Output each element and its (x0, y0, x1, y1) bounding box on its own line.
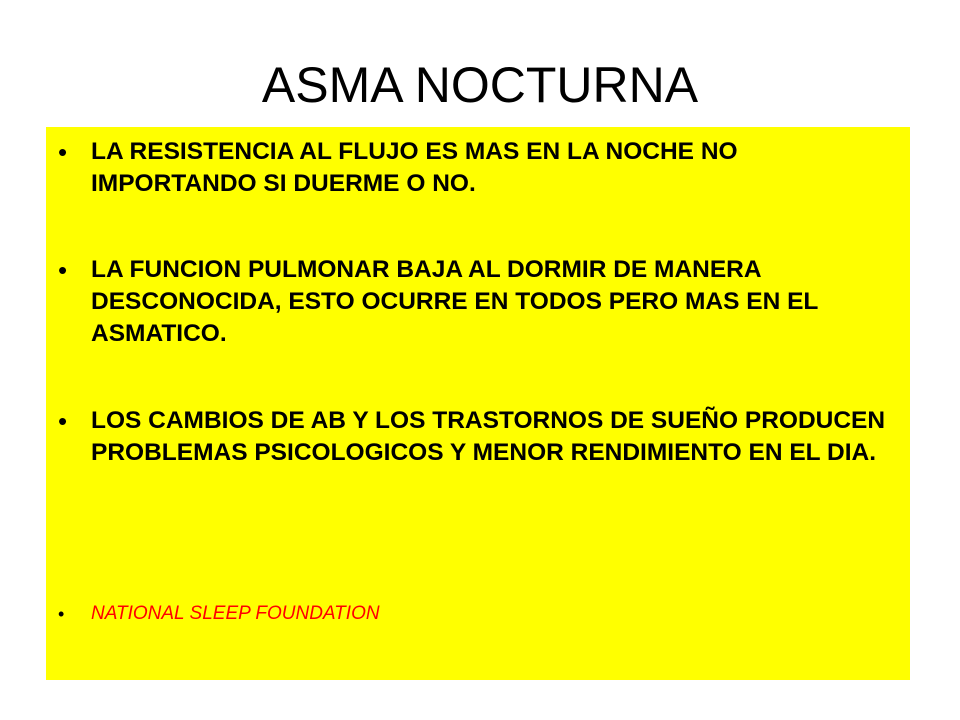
bullet-text: LA RESISTENCIA AL FLUJO ES MAS EN LA NOCHE NO IMPORTANDO SI DUERME O NO. (91, 138, 738, 197)
bullet-item (58, 405, 898, 469)
bullet-text: LA FUNCION PULMONAR BAJA AL DORMIR DE MANERA DESCONOCIDA, ESTO OCURRE EN TODOS PERO MAS EN EL ASMATICO. (91, 256, 818, 347)
bullet-item (58, 254, 898, 350)
source-citation: NATIONAL SLEEP FOUNDATION (91, 603, 380, 624)
bullet-dot-icon: • (58, 137, 68, 167)
bullet-dot-icon: • (58, 255, 68, 285)
source-item (58, 603, 898, 625)
bullet-text: LOS CAMBIOS DE AB Y LOS TRASTORNOS DE SUEÑO PRODUCEN PROBLEMAS PSICOLOGICOS Y MENOR RENDIMIENTO EN EL DIA. (91, 407, 886, 466)
bullet-dot-icon: • (58, 604, 65, 624)
bullet-dot-icon: • (58, 406, 68, 436)
slide-title: ASMA NOCTURNA (261, 57, 699, 113)
content-box (46, 127, 910, 680)
bullet-item (58, 136, 898, 200)
